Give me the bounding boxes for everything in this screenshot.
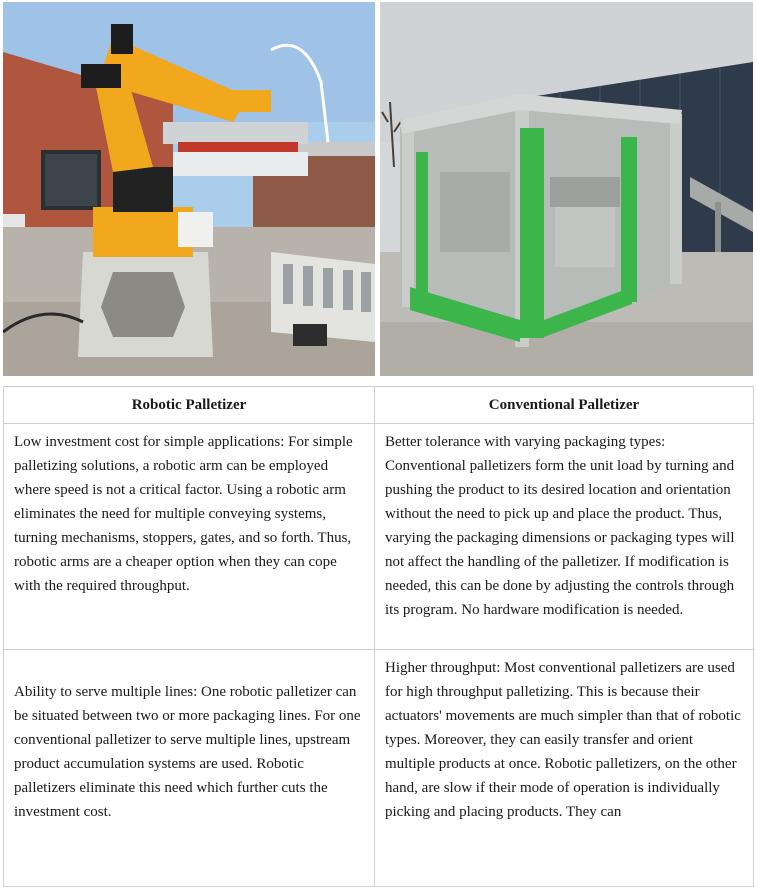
column-header-robotic: Robotic Palletizer [4, 387, 375, 424]
table-cell: Ability to serve multiple lines: One robotic palletizer can be situated between two or more packaging lines. For one conventional palletizer to serve multiple lines, upstream product accumulation systems are used. Robotic palletizers eliminate this need which further cuts the investment cost. [4, 650, 375, 887]
photo-strip [0, 0, 757, 378]
table-header-row [4, 387, 754, 424]
table-cell: Low investment cost for simple applications: For simple palletizing solutions, a robotic arm can be employed where speed is not a critical factor. Using a robotic arm eliminates the need for multiple conveying systems, turning mechanisms, stoppers, gates, and so forth. Thus, robotic arms are a cheaper option when they can cope with the required throughput. [4, 424, 375, 650]
comparison-table [3, 386, 754, 887]
conventional-palletizer-photo [380, 2, 753, 376]
robotic-palletizer-photo-icon [3, 2, 375, 376]
robotic-palletizer-photo [3, 2, 375, 376]
table-cell: Better tolerance with varying packaging types: Conventional palletizers form the unit load by turning and pushing the product to its desired location and orientation without the need to pick up and place the product. Thus, varying the packaging dimensions or packaging types will not affect the handling of the palletizer. If modification is needed, this can be done by adjusting the controls through its program. No hardware modification is needed. [375, 424, 754, 650]
table-row [4, 650, 754, 887]
table-cell: Higher throughput: Most conventional palletizers are used for high throughput palletizing. This is because their actuators' movements are much simpler than that of robotic types. Moreover, they can easily transfer and orient multiple products at once. Robotic palletizers, on the other hand, are slow if their mode of operation is individually picking and placing products. They can [375, 650, 754, 887]
table-row [4, 424, 754, 650]
column-header-conventional: Conventional Palletizer [375, 387, 754, 424]
conventional-palletizer-photo-icon [380, 2, 753, 376]
